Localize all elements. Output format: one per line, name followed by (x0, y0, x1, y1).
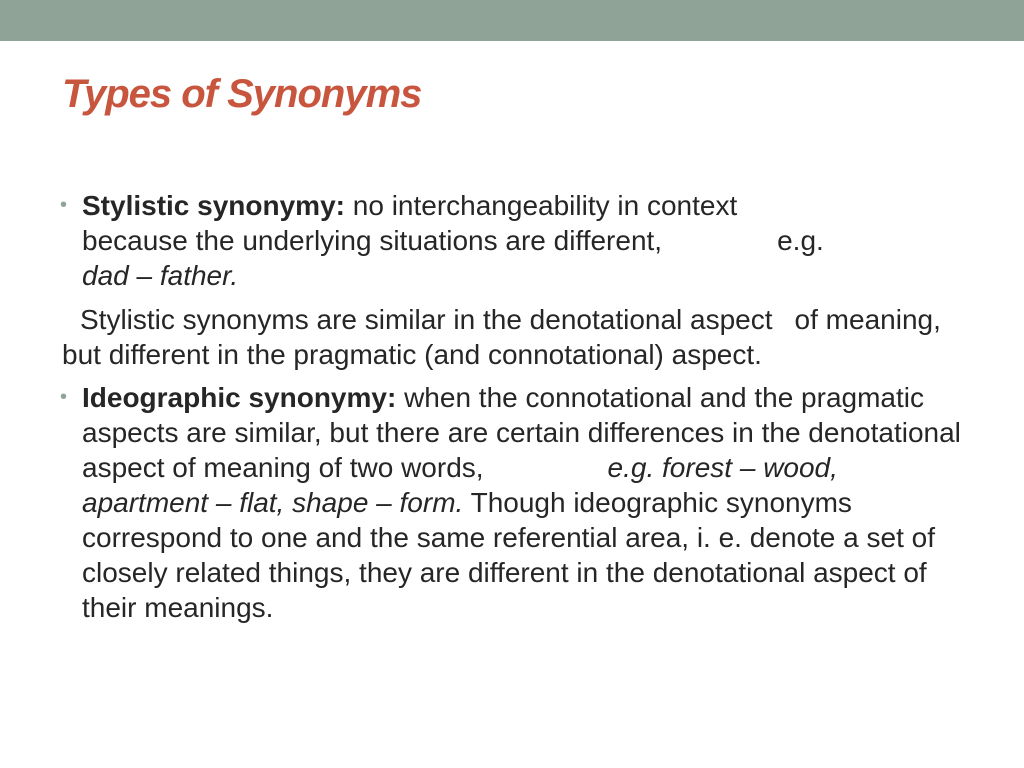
bullet-stylistic-synonymy (62, 188, 967, 293)
stylistic-example: dad – father. (82, 260, 239, 291)
stylistic-note-text-b: of meaning, but different in the pragmatic (and connotational) aspect. (62, 304, 941, 370)
stylistic-eg: e.g. (777, 225, 824, 256)
term-ideographic-synonymy: Ideographic synonymy: (82, 382, 397, 413)
bullet-dot-icon: • (60, 194, 68, 216)
stylistic-note (62, 302, 967, 372)
stylistic-note-text-a: Stylistic synonyms are similar in the denotational aspect (80, 304, 773, 335)
ideographic-examples: e.g. forest – wood, apartment – flat, shape – form. (82, 452, 838, 518)
header-band (0, 0, 1024, 41)
bullet-dot-icon: • (60, 386, 68, 408)
slide-body (62, 188, 967, 625)
bullet-ideographic-synonymy (62, 380, 967, 625)
slide-title: Types of Synonyms (62, 72, 422, 116)
term-stylistic-synonymy: Stylistic synonymy: (82, 190, 345, 221)
ideographic-definition: when the connotational and the pragmatic aspects are similar, but there are certain differences in the denotational aspect of meaning of two words, (82, 382, 961, 483)
stylistic-definition-line2: because the underlying situations are different, (82, 225, 663, 256)
stylistic-definition-line1: no interchangeability in context (344, 190, 738, 221)
ideographic-explanation: Though ideographic synonyms correspond to one and the same referential area, i. e. denote a set of closely related things, they are different in the denotational aspect of their meanings. (82, 487, 935, 623)
